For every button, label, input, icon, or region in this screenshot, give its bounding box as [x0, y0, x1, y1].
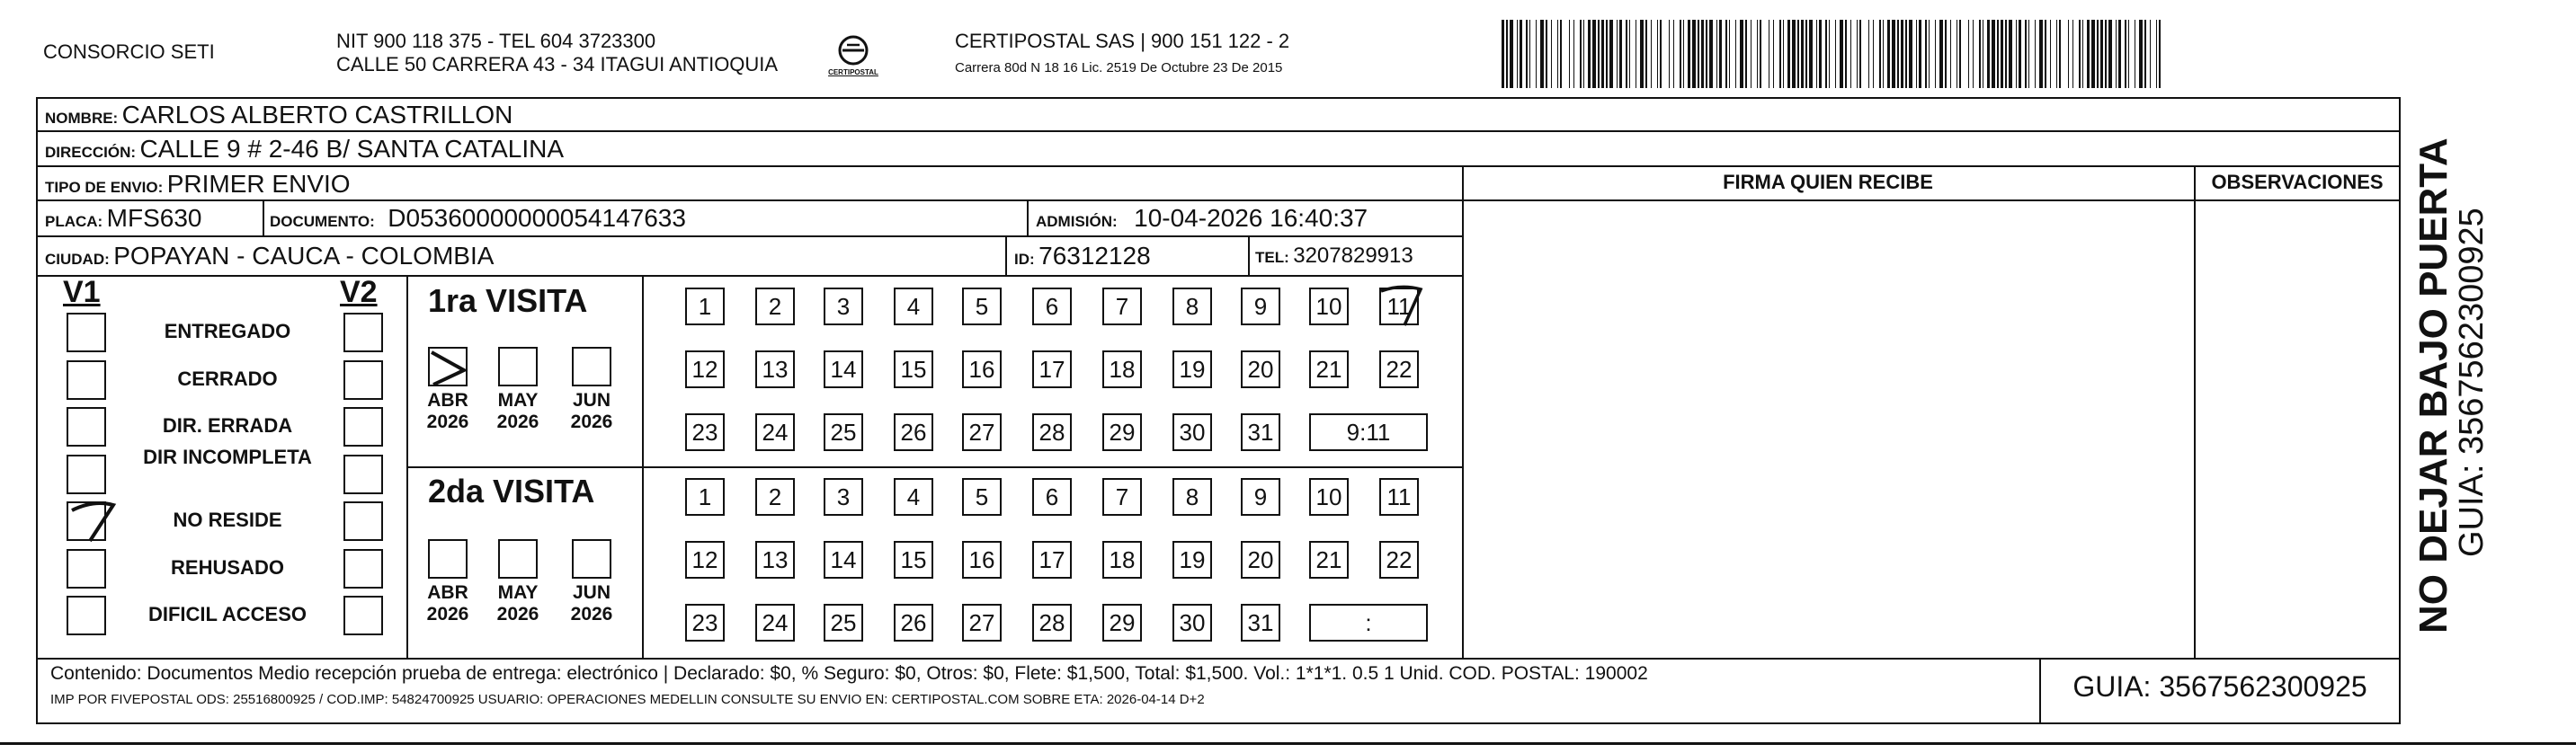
month-label: JUN: [572, 582, 611, 603]
tipo-envio-value: PRIMER ENVIO: [166, 170, 351, 198]
day-box[interactable]: 19: [1172, 541, 1212, 579]
day-box[interactable]: 15: [894, 541, 933, 579]
documento-label: DOCUMENTO:: [270, 213, 375, 230]
day-box[interactable]: 12: [685, 541, 725, 579]
admision-field: [1036, 203, 1368, 238]
v2-label: V2: [340, 275, 378, 309]
day-box[interactable]: 29: [1102, 604, 1142, 642]
month-label: ABR: [427, 582, 468, 603]
day-box[interactable]: 26: [894, 413, 933, 451]
day-box[interactable]: 2: [755, 288, 795, 325]
year-label: 2026: [570, 604, 613, 625]
status-label: DIR INCOMPLETA: [143, 445, 312, 468]
license-line: Carrera 80d N 18 16 Lic. 2519 De Octubre 23 De 2015: [955, 60, 1283, 75]
ciudad-value: POPAYAN - CAUCA - COLOMBIA: [113, 242, 495, 270]
day-box[interactable]: 29: [1102, 413, 1142, 451]
day-box[interactable]: 23: [685, 413, 725, 451]
no-dejar-bajo-puerta: NO DEJAR BAJO PUERTA: [2411, 137, 2456, 633]
tipo-envio-row: [45, 169, 351, 204]
day-box[interactable]: 2: [755, 478, 795, 516]
time-box[interactable]: :: [1309, 604, 1428, 642]
status-label: DIR. ERRADA: [162, 414, 293, 437]
placa-label: PLACA:: [45, 213, 103, 230]
certipostal-line: CERTIPOSTAL SAS | 900 151 122 - 2: [955, 30, 1290, 52]
imp-line: IMP POR FIVEPOSTAL ODS: 25516800925 / COD.IMP: 54824700925 USUARIO: OPERACIONES MEDELLIN CONSULTE SU ENVIO EN: CERTIPOSTAL.COM SOBRE ETA: 2026-04-14 D+2: [50, 692, 1205, 707]
status-label: NO RESIDE: [173, 509, 282, 531]
day-box[interactable]: 4: [894, 288, 933, 325]
month-checkbox[interactable]: [428, 539, 468, 579]
day-box[interactable]: 8: [1172, 478, 1212, 516]
id-field: [1014, 241, 1151, 276]
company-address: CALLE 50 CARRERA 43 - 34 ITAGUI ANTIOQUIA: [336, 53, 779, 75]
day-box[interactable]: 19: [1172, 350, 1212, 388]
day-box[interactable]: 31: [1241, 413, 1280, 451]
day-box[interactable]: 5: [962, 478, 1002, 516]
day-box[interactable]: 14: [824, 350, 863, 388]
day-box[interactable]: 10: [1309, 478, 1349, 516]
ciudad-label: CIUDAD:: [45, 251, 110, 268]
id-label: ID:: [1014, 251, 1035, 268]
placa-field: [45, 203, 202, 238]
firma-signature-area[interactable]: [1464, 203, 2192, 656]
certipostal-logo: [825, 32, 881, 83]
day-box[interactable]: 20: [1241, 350, 1280, 388]
day-box[interactable]: 25: [824, 413, 863, 451]
status-label: DIFICIL ACCESO: [147, 603, 307, 625]
time-box[interactable]: 9:11: [1309, 413, 1428, 451]
day-box[interactable]: 24: [755, 604, 795, 642]
status-label: ENTREGADO: [164, 320, 291, 342]
day-box[interactable]: 18: [1102, 350, 1142, 388]
firma-header: FIRMA QUIEN RECIBE: [1723, 171, 1933, 193]
day-box[interactable]: 16: [962, 541, 1002, 579]
day-box[interactable]: 6: [1032, 478, 1072, 516]
tipo-envio-label: TIPO DE ENVIO:: [45, 179, 164, 196]
documento-field: [270, 203, 686, 238]
day-box[interactable]: 22: [1379, 350, 1419, 388]
admision-label: ADMISIÓN:: [1036, 213, 1118, 230]
day-box[interactable]: 8: [1172, 288, 1212, 325]
nombre-label: NOMBRE:: [45, 110, 119, 127]
day-box[interactable]: 3: [824, 288, 863, 325]
direccion-value: CALLE 9 # 2-46 B/ SANTA CATALINA: [139, 135, 565, 163]
day-box[interactable]: 20: [1241, 541, 1280, 579]
day-box[interactable]: 9: [1241, 478, 1280, 516]
footer-guia: GUIA: 3567562300925: [2072, 670, 2367, 703]
v1-label: V1: [63, 275, 101, 309]
day-box[interactable]: 7: [1102, 478, 1142, 516]
day-box[interactable]: 13: [755, 541, 795, 579]
month-checkbox[interactable]: [498, 539, 538, 579]
month-label: JUN: [572, 390, 611, 411]
month-label: MAY: [497, 390, 539, 411]
day-box[interactable]: 11: [1379, 288, 1419, 325]
month-checkbox[interactable]: [572, 539, 611, 579]
day-box[interactable]: 1: [685, 478, 725, 516]
day-box[interactable]: 12: [685, 350, 725, 388]
day-box[interactable]: 30: [1172, 413, 1212, 451]
month-label: ABR: [427, 390, 468, 411]
day-box[interactable]: 6: [1032, 288, 1072, 325]
day-box[interactable]: 22: [1379, 541, 1419, 579]
day-box[interactable]: 9: [1241, 288, 1280, 325]
year-label: 2026: [426, 412, 469, 432]
day-box[interactable]: 10: [1309, 288, 1349, 325]
day-box[interactable]: 27: [962, 604, 1002, 642]
page-bottom-border: [0, 742, 2576, 745]
tel-label: TEL:: [1255, 249, 1289, 266]
status-label: CERRADO: [177, 367, 278, 390]
day-box[interactable]: 31: [1241, 604, 1280, 642]
day-box[interactable]: 11: [1379, 478, 1419, 516]
documento-value: D05360000000054147633: [388, 204, 686, 232]
year-label: 2026: [496, 412, 539, 432]
day-box[interactable]: 18: [1102, 541, 1142, 579]
direccion-row: [45, 134, 564, 169]
tel-value: 3207829913: [1293, 244, 1413, 268]
day-box[interactable]: 25: [824, 604, 863, 642]
day-box[interactable]: 28: [1032, 604, 1072, 642]
logo-text: CERTIPOSTAL: [828, 68, 878, 76]
day-box[interactable]: 24: [755, 413, 795, 451]
nombre-value: CARLOS ALBERTO CASTRILLON: [121, 101, 513, 128]
first-visit-title: 1ra VISITA: [428, 282, 588, 319]
direccion-label: DIRECCIÓN:: [45, 144, 137, 161]
contenido-line: Contenido: Documentos Medio recepción prueba de entrega: electrónico | Declarado: $0, % Seguro: $0, Otros: $0, Flete: $1,500, Total: $1,500. Vol.: 1*1*1. 0.5 1 Unid. COD. POSTAL: 190002: [50, 663, 1648, 684]
nombre-row: [45, 100, 513, 135]
side-guia: GUIA: 3567562300925: [2453, 208, 2491, 557]
day-box[interactable]: 13: [755, 350, 795, 388]
year-label: 2026: [426, 604, 469, 625]
admision-value: 10-04-2026 16:40:37: [1134, 204, 1368, 232]
handwritten-check-icon: [1377, 282, 1417, 322]
day-box[interactable]: 30: [1172, 604, 1212, 642]
day-box[interactable]: 16: [962, 350, 1002, 388]
handwritten-check-icon: [67, 494, 106, 534]
month-checkbox[interactable]: [572, 347, 611, 386]
day-box[interactable]: 23: [685, 604, 725, 642]
year-label: 2026: [570, 412, 613, 432]
day-box[interactable]: 4: [894, 478, 933, 516]
tel-field: [1255, 241, 1413, 274]
month-label: MAY: [497, 582, 539, 603]
day-box[interactable]: 27: [962, 413, 1002, 451]
placa-value: MFS630: [106, 204, 202, 232]
month-checkbox[interactable]: [498, 347, 538, 386]
day-box[interactable]: 7: [1102, 288, 1142, 325]
year-label: 2026: [496, 604, 539, 625]
day-box[interactable]: 21: [1309, 350, 1349, 388]
nit-line: NIT 900 118 375 - TEL 604 3723300: [336, 30, 656, 52]
id-value: 76312128: [1038, 242, 1151, 270]
second-visit-title: 2da VISITA: [428, 473, 595, 509]
day-box[interactable]: 5: [962, 288, 1002, 325]
day-box[interactable]: 3: [824, 478, 863, 516]
status-label: REHUSADO: [171, 555, 284, 579]
barcode: [1502, 20, 2176, 88]
day-box[interactable]: 21: [1309, 541, 1349, 579]
day-box[interactable]: 15: [894, 350, 933, 388]
day-box[interactable]: 17: [1032, 350, 1072, 388]
ciudad-field: [45, 241, 494, 276]
day-box[interactable]: 17: [1032, 541, 1072, 579]
day-box[interactable]: 1: [685, 288, 725, 325]
company-name: CONSORCIO SETI: [43, 40, 215, 63]
day-box[interactable]: 14: [824, 541, 863, 579]
observaciones-area[interactable]: [2196, 203, 2399, 656]
day-box[interactable]: 28: [1032, 413, 1072, 451]
observaciones-header: OBSERVACIONES: [2211, 171, 2384, 193]
handwritten-check-icon: [426, 343, 466, 383]
day-box[interactable]: 26: [894, 604, 933, 642]
